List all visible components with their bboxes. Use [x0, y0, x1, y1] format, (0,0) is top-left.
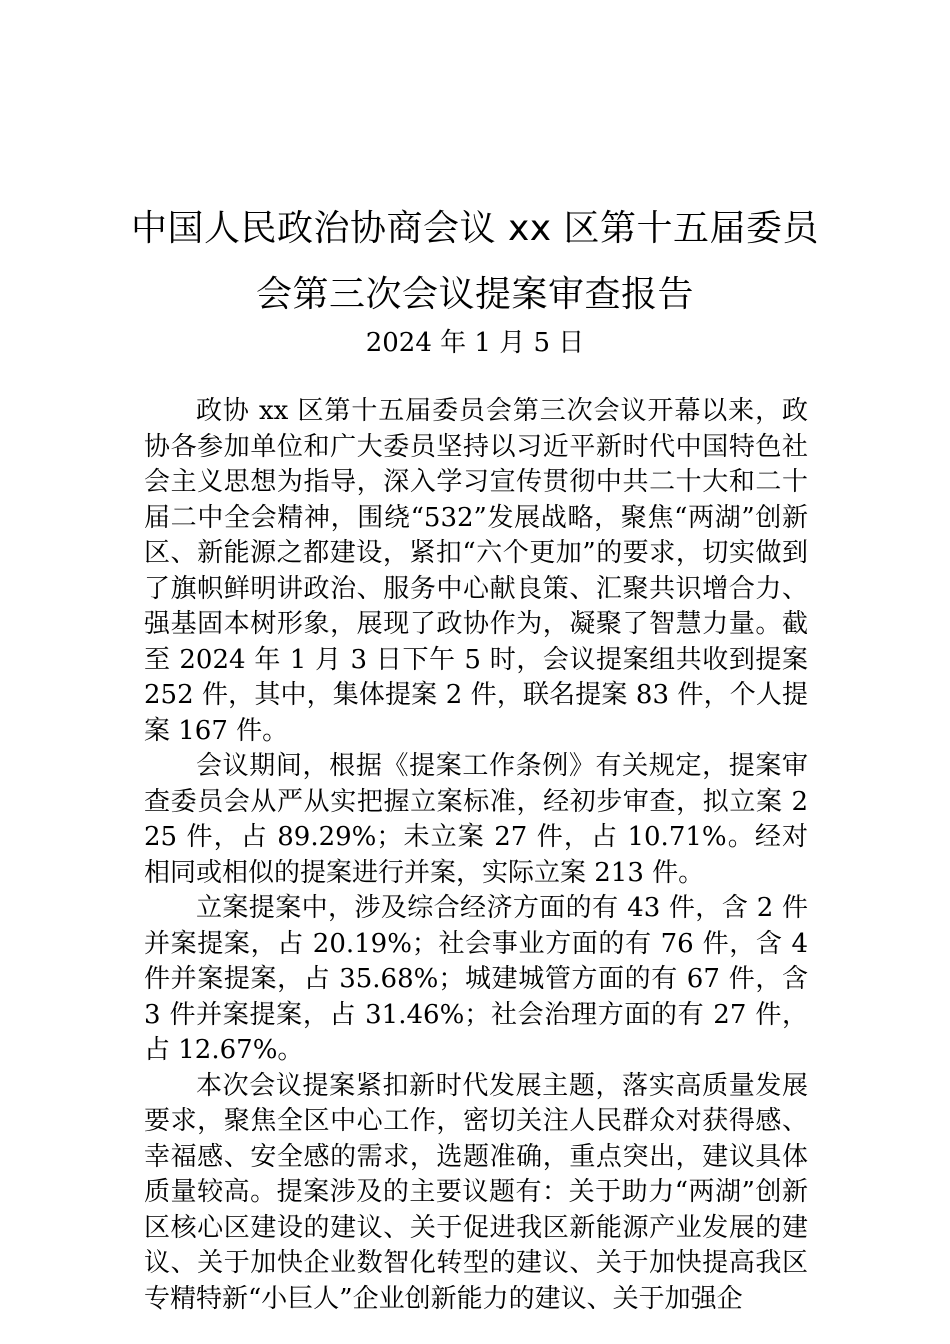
paragraph-4: 本次会议提案紧扣新时代发展主题，落实高质量发展要求，聚焦全区中心工作，密切关注人民群众对获得感、幸福感、安全感的需求，选题准确，重点突出，建议具体质量较高。提案涉及的主要议题有：关于助力“两湖”创新区核心区建设的建议、关于促进我区新能源产业发展的建议、关于加快企业数智化转型的建议、关于加快提高我区专精特新“小巨人”企业创新能力的建议、关于加强企 [144, 1070, 808, 1314]
title-line-1: 中国人民政治协商会议 xx 区第十五届委员 [131, 208, 819, 249]
document-body [144, 394, 808, 1317]
paragraph-1: 政协 xx 区第十五届委员会第三次会议开幕以来，政协各参加单位和广大委员坚持以习近平新时代中国特色社会主义思想为指导，深入学习宣传贯彻中共二十大和二十届二中全会精神，围绕“532”发展战略，聚焦“两湖”创新区、新能源之都建设，紧扣“六个更加”的要求，切实做到了旗帜鲜明讲政治、服务中心献良策、汇聚共识增合力、强基固本树形象，展现了政协作为，凝聚了智慧力量。截至 2024 年 1 月 3 日下午 5 时，会议提案组共收到提案 252 件，其中，集体提案 2 件，联名提案 83 件，个人提案 167 件。 [144, 396, 808, 746]
document-title [100, 196, 850, 328]
document-date: 2024 年 1 月 5 日 [365, 328, 585, 358]
title-line-2: 会第三次会议提案审查报告 [255, 274, 694, 315]
paragraph-2: 会议期间，根据《提案工作条例》有关规定，提案审查委员会从严从实把握立案标准，经初步审查，拟立案 225 件，占 89.29%；未立案 27 件，占 10.71%。经对相同或相似的提案进行并案，实际立案 213 件。 [144, 751, 808, 888]
paragraph-3: 立案提案中，涉及综合经济方面的有 43 件，含 2 件并案提案，占 20.19%；社会事业方面的有 76 件，含 4 件并案提案，占 35.68%；城建城管方面的有 67 件，含 3 件并案提案，占 31.46%；社会治理方面的有 27 件，占 12.67%。 [144, 893, 808, 1065]
